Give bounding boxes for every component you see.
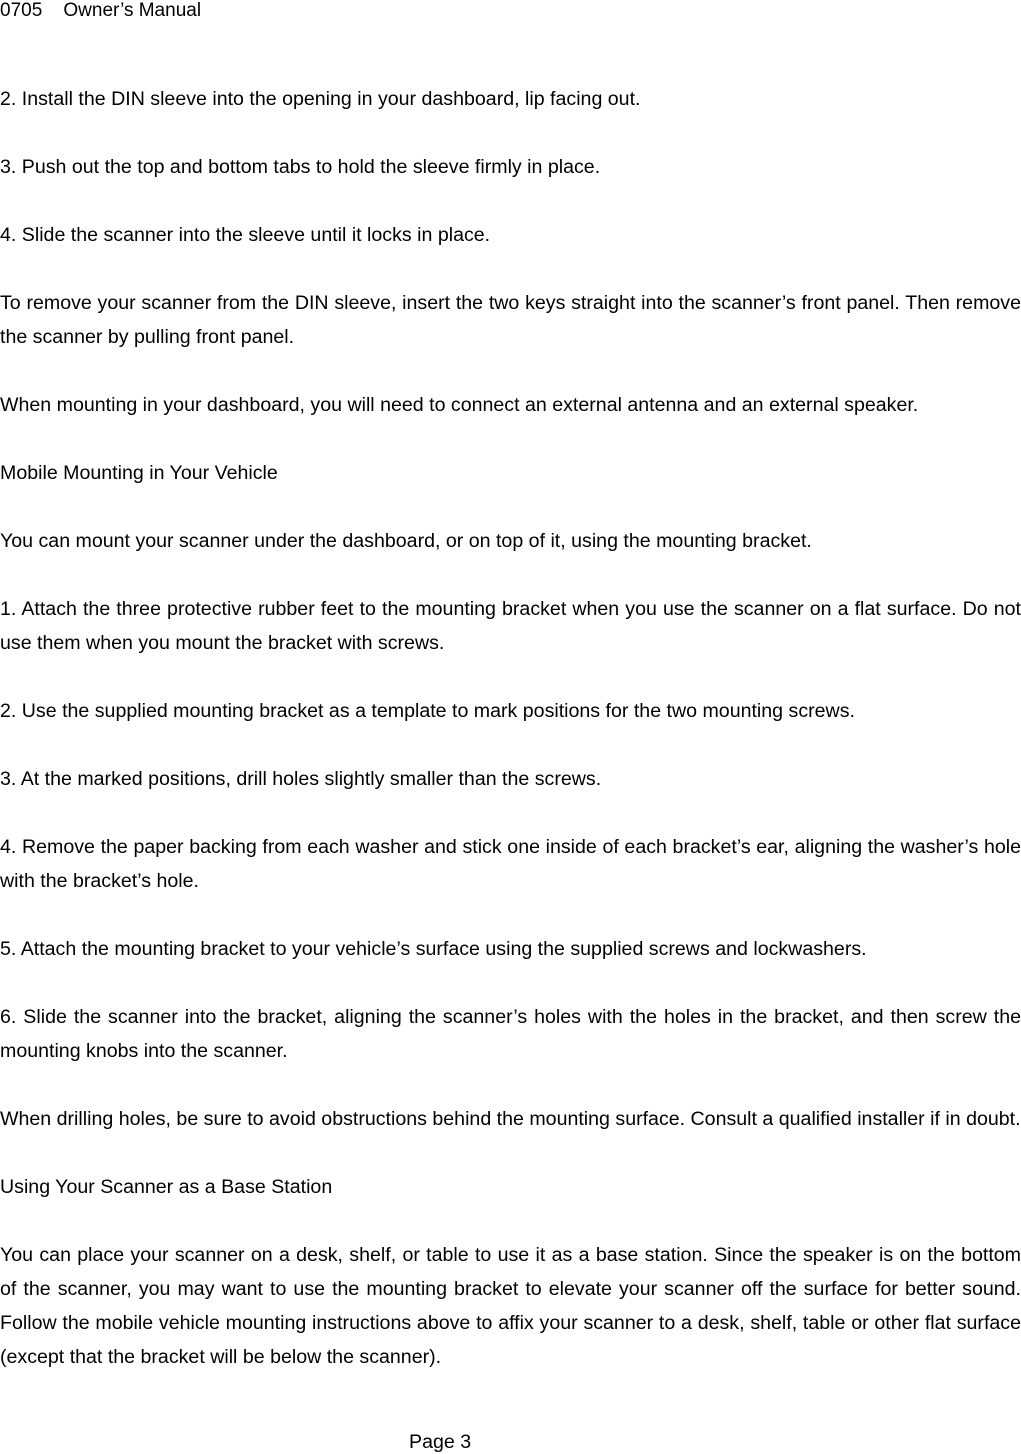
step-slide-into-bracket: 6. Slide the scanner into the bracket, aligning the scanner’s holes with the holes in the bracket, and then screw the mounting knobs into the scanner. <box>0 1006 1021 1062</box>
doc-code: 0705 <box>0 0 43 21</box>
page-number: Page 3 <box>409 1431 472 1453</box>
step-attach-bracket: 5. Attach the mounting bracket to your vehicle’s surface using the supplied screws and lockwashers. <box>0 938 867 960</box>
step-slide-scanner: 4. Slide the scanner into the sleeve until it locks in place. <box>0 224 491 246</box>
paragraph-drilling-caution: When drilling holes, be sure to avoid obstructions behind the mounting surface. Consult a qualified installer if in doubt. <box>0 1108 1021 1130</box>
paragraph-mount-intro: You can mount your scanner under the dashboard, or on top of it, using the mounting bracket. <box>0 530 812 552</box>
page-header <box>0 0 201 22</box>
doc-title: Owner’s Manual <box>63 0 202 21</box>
paragraph-remove-scanner: To remove your scanner from the DIN sleeve, insert the two keys straight into the scanner’s front panel. Then remove the scanner by pulling front panel. <box>0 292 1021 348</box>
step-stick-washers: 4. Remove the paper backing from each washer and stick one inside of each bracket’s ear, aligning the washer’s hole with the bracket’s hole. <box>0 836 1021 892</box>
paragraph-base-station: You can place your scanner on a desk, shelf, or table to use it as a base station. Since the speaker is on the bottom of the scanner, you may want to use the mounting bracket to elevate your scanner off the surface for better sound. Follow the mobile vehicle mounting instructions above to affix your scanner to a desk, shelf, table or other flat surface (except that the bracket will be below the scanner). <box>0 1244 1021 1368</box>
section-heading-mobile-mounting: Mobile Mounting in Your Vehicle <box>0 462 278 484</box>
manual-body <box>0 82 1021 1408</box>
section-heading-base-station: Using Your Scanner as a Base Station <box>0 1176 333 1198</box>
step-attach-rubber-feet: 1. Attach the three protective rubber feet to the mounting bracket when you use the scanner on a flat surface. Do not use them when you mount the bracket with screws. <box>0 598 1021 654</box>
paragraph-dashboard-note: When mounting in your dashboard, you will need to connect an external antenna and an external speaker. <box>0 394 919 416</box>
step-install-din-sleeve: 2. Install the DIN sleeve into the opening in your dashboard, lip facing out. <box>0 88 641 110</box>
step-push-out-tabs: 3. Push out the top and bottom tabs to hold the sleeve firmly in place. <box>0 156 601 178</box>
step-drill-holes: 3. At the marked positions, drill holes slightly smaller than the screws. <box>0 768 602 790</box>
step-mark-positions: 2. Use the supplied mounting bracket as a template to mark positions for the two mounting screws. <box>0 700 855 722</box>
